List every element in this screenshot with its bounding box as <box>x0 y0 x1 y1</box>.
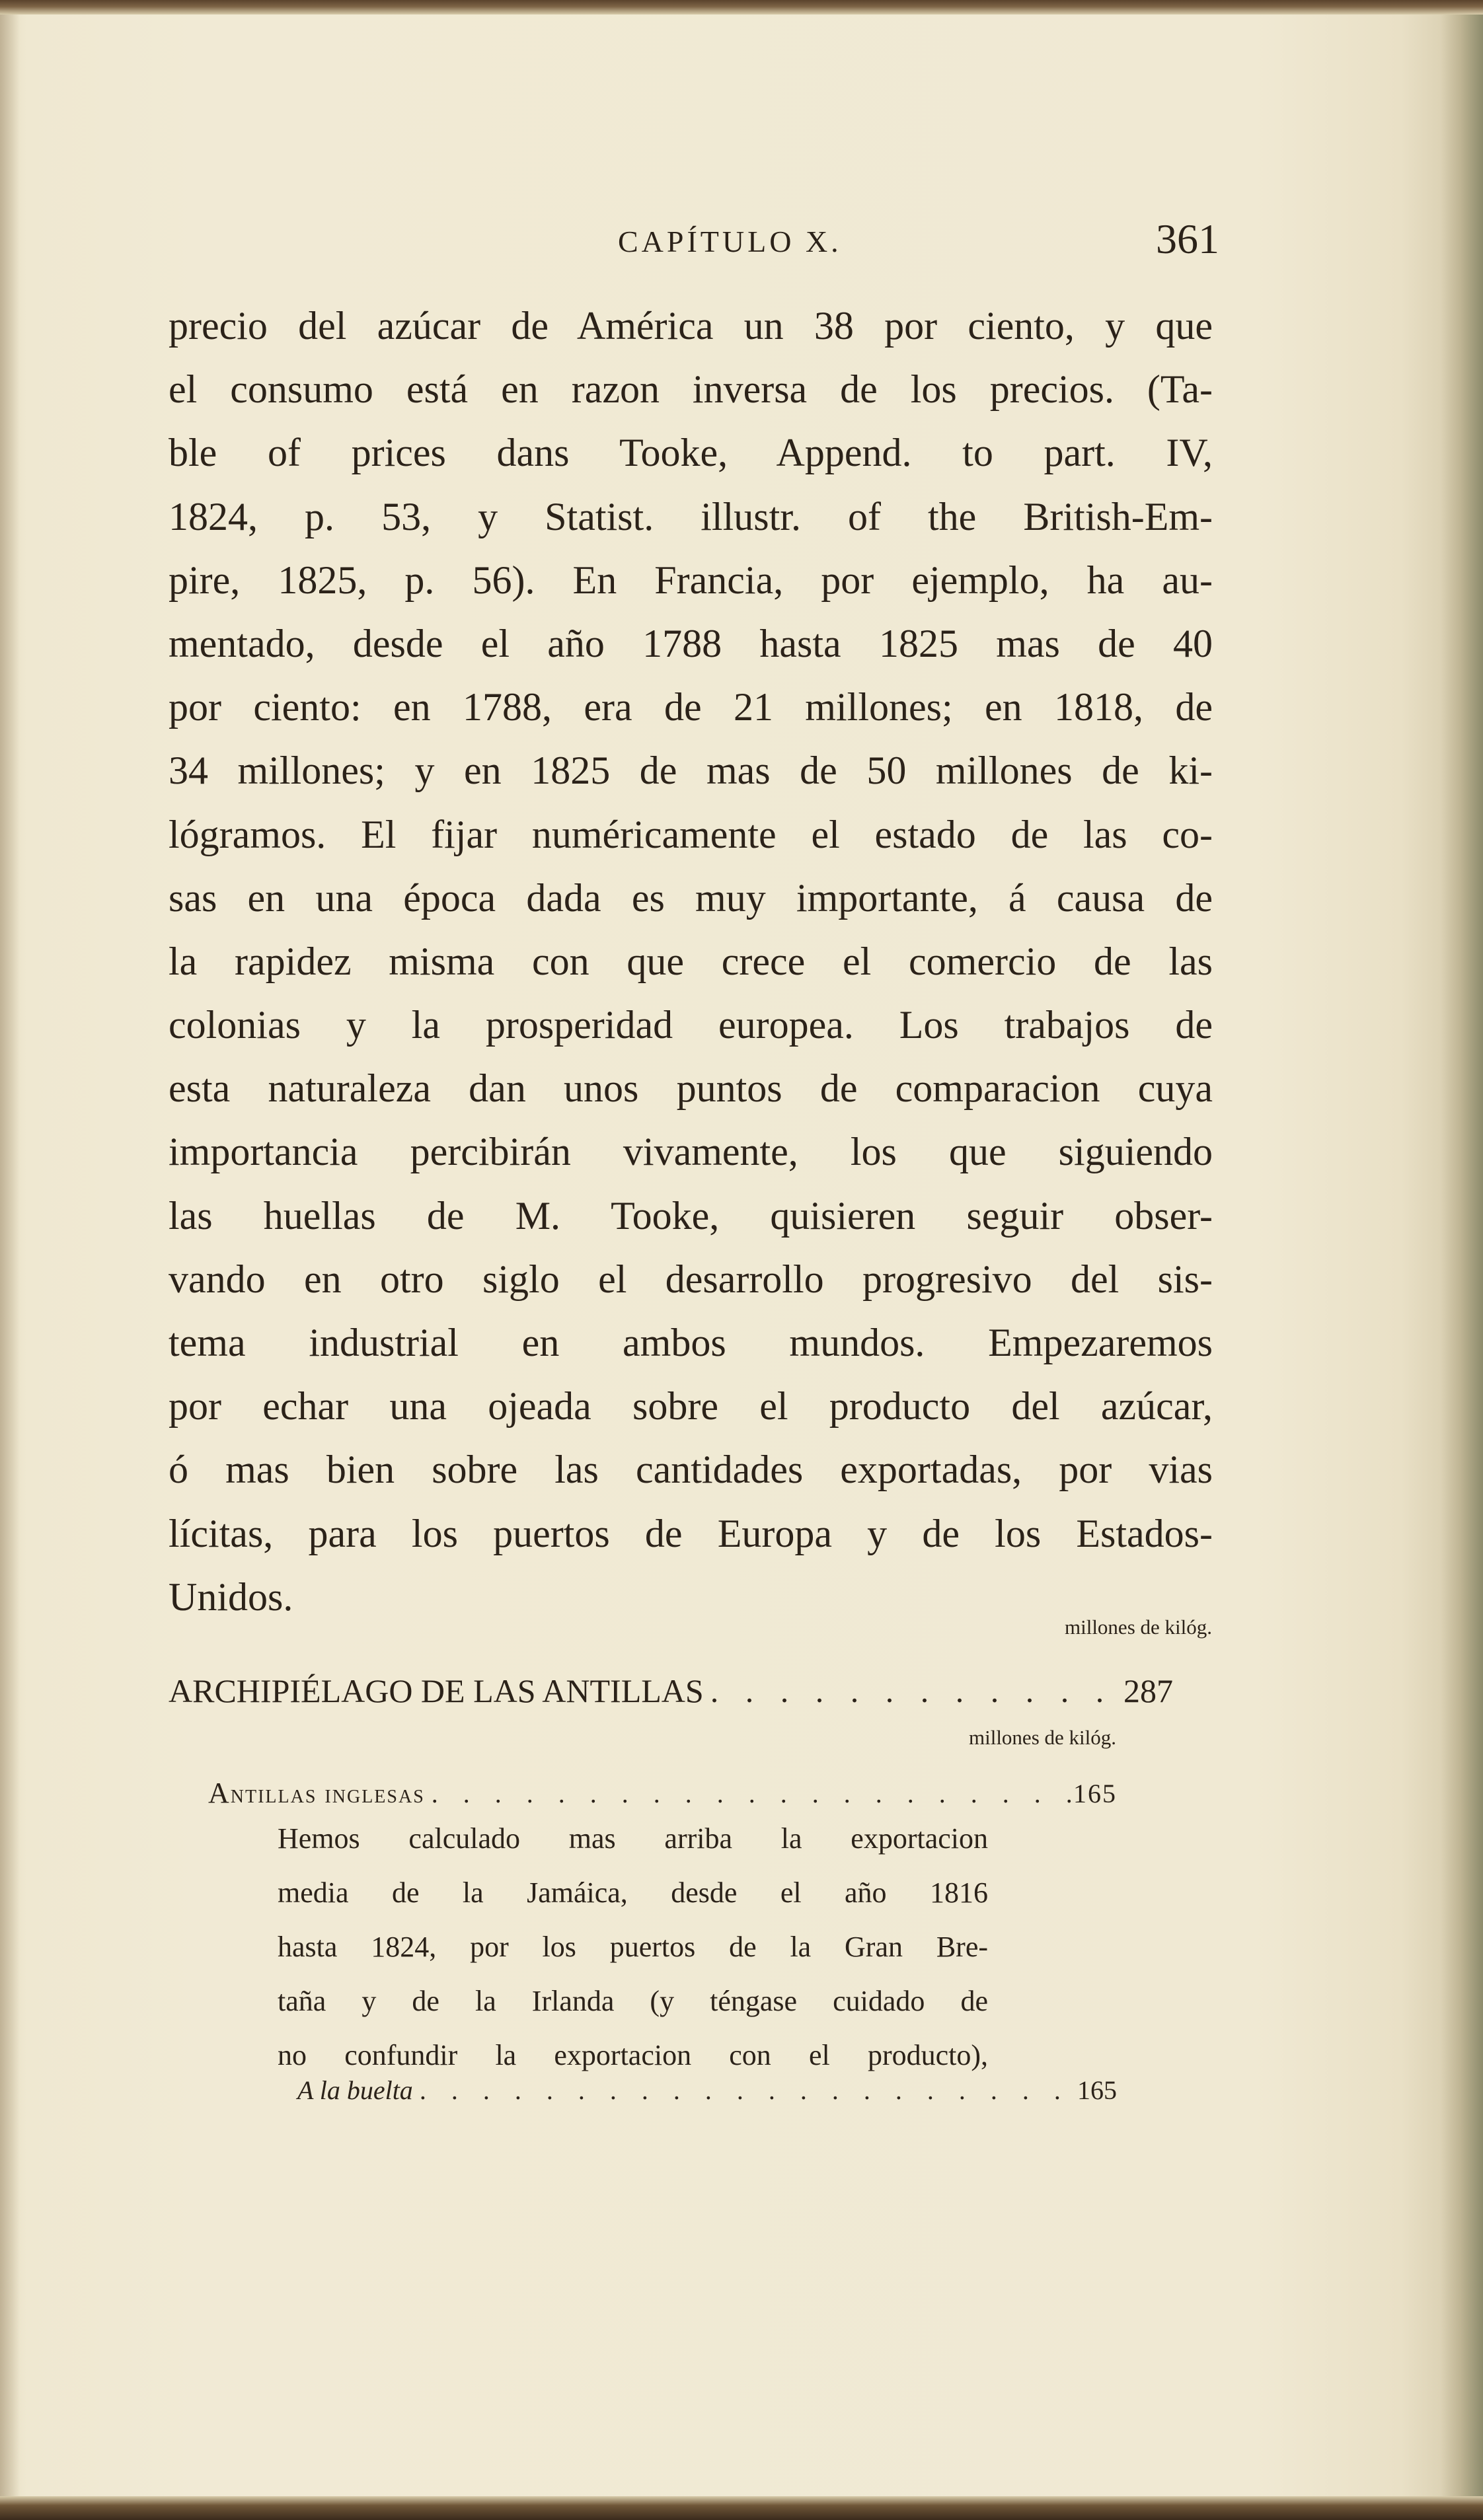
page-number: 361 <box>1156 215 1219 262</box>
unit-header: millones de kilóg. <box>1064 1615 1212 1639</box>
text-line: las huellas de M. Tooke, quisieren seguir obser- <box>169 1193 1213 1238</box>
chapter-title: CAPÍTULO X. <box>618 225 842 258</box>
note-line: no confundir la exportacion con el producto), <box>278 2039 988 2071</box>
table-row-archipelago <box>169 1672 1173 1710</box>
row-label: ARCHIPIÉLAGO DE LAS ANTILLAS <box>169 1672 704 1709</box>
dot-leader <box>413 2075 1077 2106</box>
row-value: 165 <box>1077 2075 1117 2105</box>
page-left-edge <box>0 15 20 2496</box>
text-line: importancia percibirán vivamente, los que siguiendo <box>169 1130 1213 1174</box>
row-label-initial: A <box>208 1777 231 1809</box>
text-line: colonias y la prosperidad europea. Los trabajos de <box>169 1003 1213 1047</box>
unit-header-sub: millones de kilóg. <box>968 1726 1116 1749</box>
text-line: 1824, p. 53, y Statist. illustr. of the British-Em- <box>169 494 1213 538</box>
page-top-edge <box>0 0 1483 15</box>
dot-leader <box>704 1672 1123 1710</box>
note-line: taña y de la Irlanda (y téngase cuidado de <box>278 1985 988 2017</box>
note-line: Hemos calculado mas arriba la exportacion <box>278 1822 988 1855</box>
text-line: Unidos. <box>169 1575 293 1619</box>
dot-leader <box>425 1778 1073 1809</box>
text-line: precio del azúcar de América un 38 por ciento, y que <box>169 304 1213 348</box>
body-text <box>169 294 1213 1629</box>
row-label <box>208 1776 425 1810</box>
text-line: ó mas bien sobre las cantidades exportadas, por vias <box>169 1448 1213 1492</box>
running-head <box>169 215 1219 268</box>
page-right-edge <box>1441 15 1483 2496</box>
text-line: la rapidez misma con que crece el comercio de las <box>169 939 1213 983</box>
row-label-rest: ntillas inglesas <box>230 1779 425 1808</box>
table-row-antillas-inglesas <box>208 1776 1117 1810</box>
text-line: lícitas, para los puertos de Europa y de los Estados- <box>169 1511 1213 1555</box>
text-line: lógramos. El fijar numéricamente el estado de las co- <box>169 812 1213 856</box>
text-line: 34 millones; y en 1825 de mas de 50 millones de ki- <box>169 749 1213 793</box>
text-line: el consumo está en razon inversa de los precios. (Ta- <box>169 367 1213 412</box>
page-bottom-edge <box>0 2496 1483 2520</box>
text-line: sas en una época dada es muy importante, á causa de <box>169 875 1213 920</box>
table-note <box>278 1812 988 2083</box>
row-value: 287 <box>1123 1672 1173 1709</box>
row-label: A la buelta <box>297 2075 413 2105</box>
text-line: pire, 1825, p. 56). En Francia, por ejemplo, ha au- <box>169 558 1213 602</box>
text-line: mentado, desde el año 1788 hasta 1825 mas de 40 <box>169 621 1213 665</box>
row-value: 165 <box>1073 1779 1117 1808</box>
table-row-carry-forward <box>297 2075 1117 2106</box>
text-line: por echar una ojeada sobre el producto del azúcar, <box>169 1384 1213 1428</box>
text-line: ble of prices dans Tooke, Append. to part. IV, <box>169 431 1213 475</box>
note-line: media de la Jamáica, desde el año 1816 <box>278 1876 988 1909</box>
text-line: tema industrial en ambos mundos. Empezaremos <box>169 1321 1213 1364</box>
text-line: por ciento: en 1788, era de 21 millones; en 1818, de <box>169 685 1213 729</box>
text-line: esta naturaleza dan unos puntos de comparacion cuya <box>169 1066 1213 1111</box>
note-line: hasta 1824, por los puertos de la Gran Bre- <box>278 1931 988 1963</box>
text-line: vando en otro siglo el desarrollo progresivo del sis- <box>169 1257 1213 1301</box>
